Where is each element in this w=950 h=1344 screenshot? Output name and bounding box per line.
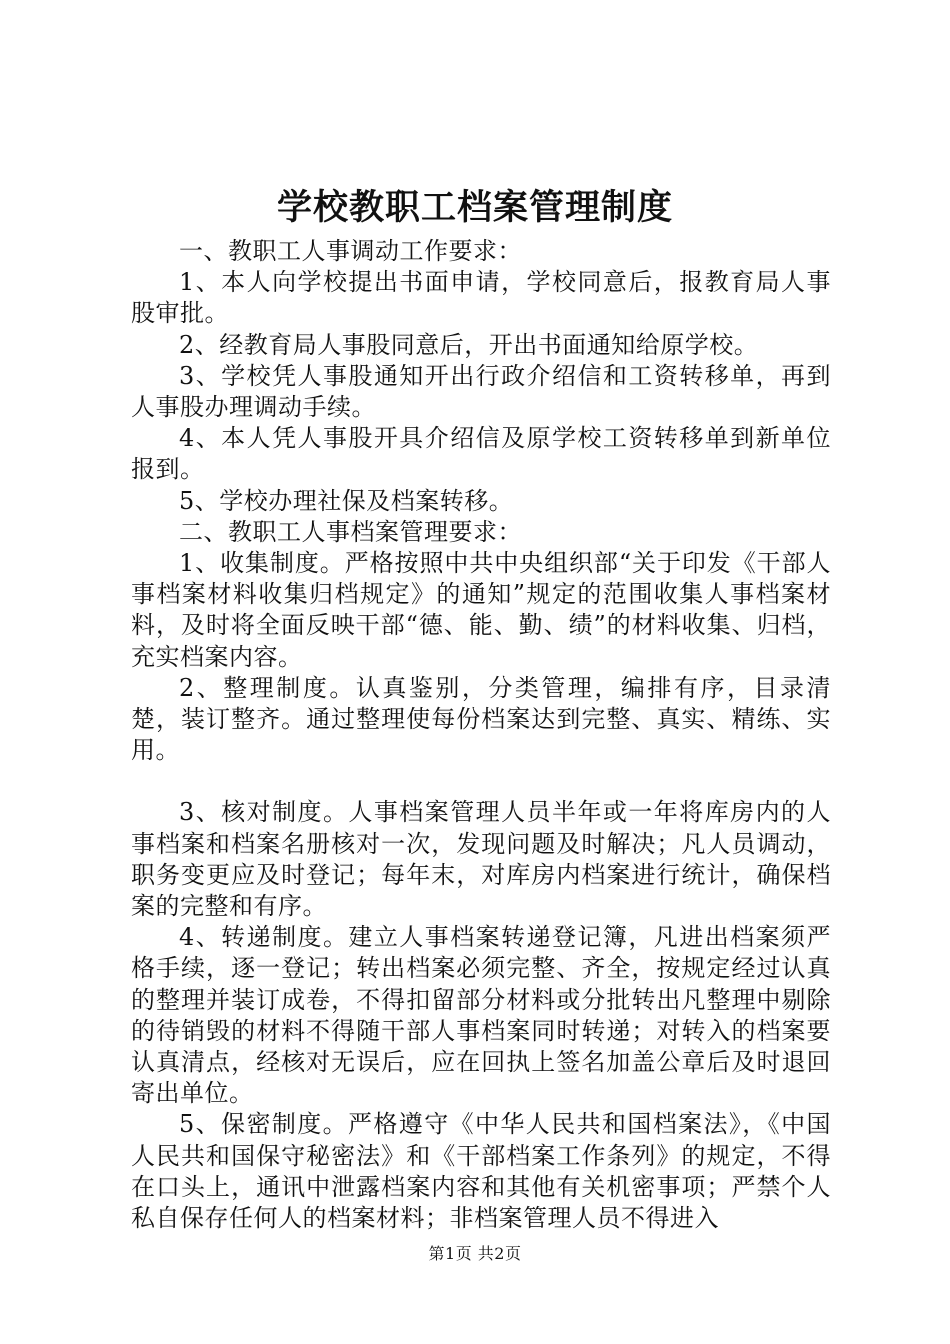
section-heading-1: 一、教职工人事调动工作要求： xyxy=(179,237,522,265)
document-title: 学校教职工档案管理制度 xyxy=(276,187,673,228)
document-body xyxy=(131,236,831,1234)
paragraph: 4、转递制度。建立人事档案转递登记簿，凡进出档案须严格手续，逐一登记；转出档案必须完整、齐全，按规定经过认真的整理并装订成卷，不得扣留部分材料或分批转出凡整理中剔除的待销毁的材料不得随干部人事档案同时转递；对转入的档案要认真清点，经核对无误后，应在回执上签名加盖公章后及时退回寄出单位。 xyxy=(131,923,831,1108)
page-number-footer: 第1页 共2页 xyxy=(428,1244,522,1263)
paragraph: 4、本人凭人事股开具介绍信及原学校工资转移单到新单位报到。 xyxy=(131,424,831,484)
paragraph: 2、整理制度。认真鉴别，分类管理，编排有序，目录清楚，装订整齐。通过整理使每份档案达到完整、真实、精练、实用。 xyxy=(131,673,831,765)
paragraph-spacer xyxy=(131,766,831,797)
paragraph: 3、核对制度。人事档案管理人员半年或一年将库房内的人事档案和档案名册核对一次，发现问题及时解决；凡人员调动，职务变更应及时登记；每年末，对库房内档案进行统计，确保档案的完整和有序。 xyxy=(131,798,831,921)
section-heading-2: 二、教职工人事档案管理要求： xyxy=(179,517,522,546)
paragraph: 5、保密制度。严格遵守《中华人民共和国档案法》，《中国人民共和国保守秘密法》和《干部档案工作条列》的规定，不得在口头上，通讯中泄露档案内容和其他有关机密事项；严禁个人私自保存任何人的档案材料；非档案管理人员不得进入 xyxy=(131,1110,831,1233)
paragraph: 1、收集制度。严格按照中共中央组织部“关于印发《干部人事档案材料收集归档规定》的通知”规定的范围收集人事档案材料，及时将全面反映干部“德、能、勤、绩”的材料收集、归档，充实档案内容。 xyxy=(131,549,831,671)
paragraph: 5、学校办理社保及档案转移。 xyxy=(179,486,514,515)
paragraph: 1、本人向学校提出书面申请，学校同意后，报教育局人事股审批。 xyxy=(131,268,831,328)
paragraph: 3、学校凭人事股通知开出行政介绍信和工资转移单，再到人事股办理调动手续。 xyxy=(131,361,831,422)
paragraph: 2、经教育局人事股同意后，开出书面通知给原学校。 xyxy=(179,330,759,359)
